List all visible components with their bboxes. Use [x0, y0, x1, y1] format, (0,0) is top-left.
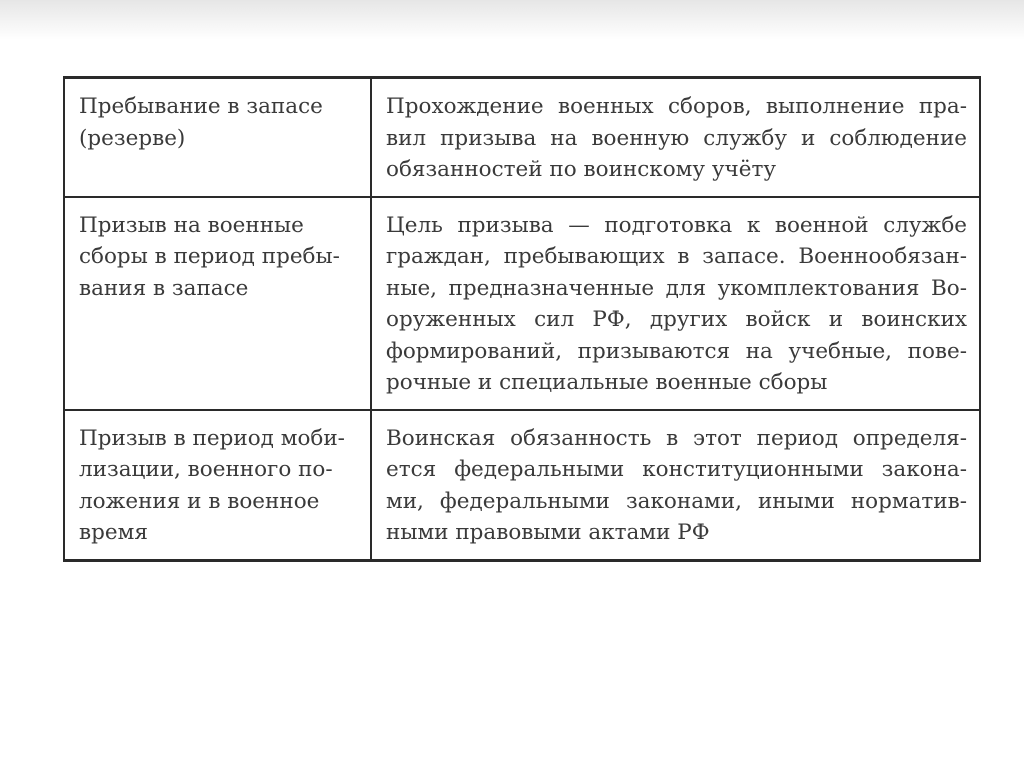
text-line: вания в запасе: [79, 275, 249, 301]
text-line: Воинская обязанность в этот период определя-: [386, 425, 967, 451]
text-line: формирований, призываются на учебные, пове-: [386, 338, 967, 364]
text-line: ми, федеральными законами, иными норматив-: [386, 488, 967, 514]
table-cell-description: [371, 410, 980, 561]
text-line: (резерве): [79, 125, 186, 151]
table-cell-term: [64, 410, 371, 561]
text-line: Призыв в период моби-: [79, 425, 345, 451]
text-line: рочные и специальные военные сборы: [386, 370, 828, 395]
table-row: [64, 78, 980, 197]
text-line: вил призыва на военную службу и соблюдение: [386, 125, 967, 151]
text-line: оруженных сил РФ, других войск и воинских: [386, 307, 967, 332]
text-line: ными правовыми актами РФ: [386, 520, 710, 545]
text-line: Пребывание в запасе: [79, 94, 323, 119]
table-cell-description: [371, 78, 980, 197]
text-line: граждан, пребывающих в запасе. Военнообязан-: [386, 244, 967, 269]
table-cell-term: [64, 197, 371, 410]
text-line: обязанностей по воинскому учёту: [386, 157, 777, 182]
table-cell-description: [371, 197, 980, 410]
text-line: Призыв на военные: [79, 212, 304, 238]
table-cell-term: [64, 78, 371, 197]
text-line: сборы в период пребы-: [79, 244, 340, 269]
text-line: время: [79, 520, 148, 545]
table-row: [64, 410, 980, 561]
text-line: ется федеральными конституционными закона-: [386, 457, 967, 482]
text-line: Цель призыва — подготовка к военной службе: [386, 212, 967, 238]
text-line: ложения и в военное: [79, 488, 320, 514]
table-row: [64, 197, 980, 410]
slide-top-shadow: [0, 0, 1024, 40]
text-line: ные, предназначенные для укомплектования Во-: [386, 275, 967, 301]
text-line: Прохождение военных сборов, выполнение пра-: [386, 94, 967, 119]
document-table: [63, 76, 981, 562]
text-line: лизации, военного по-: [79, 457, 333, 482]
